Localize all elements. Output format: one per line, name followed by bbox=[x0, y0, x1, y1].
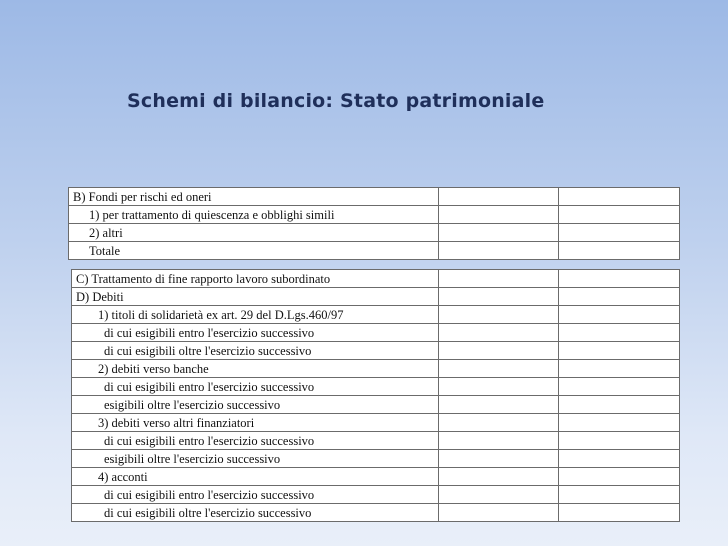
amount-cell-current bbox=[439, 206, 559, 224]
amount-cell-previous bbox=[559, 206, 680, 224]
table-row bbox=[72, 468, 680, 486]
table-row bbox=[72, 342, 680, 360]
amount-cell-previous bbox=[559, 378, 680, 396]
row-label: B) Fondi per rischi ed oneri bbox=[69, 188, 439, 206]
table-row bbox=[72, 450, 680, 468]
amount-cell-current bbox=[439, 324, 559, 342]
row-label: 1) titoli di solidarietà ex art. 29 del D.Lgs.460/97 bbox=[72, 306, 439, 324]
row-label: 1) per trattamento di quiescenza e obblighi simili bbox=[69, 206, 439, 224]
table-row bbox=[72, 288, 680, 306]
amount-cell-previous bbox=[559, 396, 680, 414]
amount-cell-current bbox=[439, 504, 559, 522]
amount-cell-previous bbox=[559, 288, 680, 306]
amount-cell-previous bbox=[559, 306, 680, 324]
amount-cell-current bbox=[439, 486, 559, 504]
amount-cell-previous bbox=[559, 468, 680, 486]
row-label: C) Trattamento di fine rapporto lavoro subordinato bbox=[72, 270, 439, 288]
balance-table-fondi bbox=[68, 187, 680, 260]
table-row bbox=[72, 414, 680, 432]
amount-cell-previous bbox=[559, 504, 680, 522]
table-row bbox=[72, 396, 680, 414]
balance-table-debiti bbox=[71, 269, 680, 522]
row-label: di cui esigibili entro l'esercizio successivo bbox=[72, 486, 439, 504]
row-label: di cui esigibili entro l'esercizio successivo bbox=[72, 432, 439, 450]
amount-cell-current bbox=[439, 242, 559, 260]
amount-cell-previous bbox=[559, 270, 680, 288]
table-row bbox=[72, 432, 680, 450]
amount-cell-current bbox=[439, 224, 559, 242]
amount-cell-current bbox=[439, 342, 559, 360]
row-label: esigibili oltre l'esercizio successivo bbox=[72, 450, 439, 468]
row-label: 4) acconti bbox=[72, 468, 439, 486]
table-row bbox=[72, 486, 680, 504]
table-row bbox=[72, 306, 680, 324]
row-label: 3) debiti verso altri finanziatori bbox=[72, 414, 439, 432]
table-row bbox=[69, 206, 680, 224]
amount-cell-previous bbox=[559, 360, 680, 378]
table-row bbox=[72, 324, 680, 342]
amount-cell-current bbox=[439, 270, 559, 288]
amount-cell-previous bbox=[559, 432, 680, 450]
row-label: Totale bbox=[69, 242, 439, 260]
row-label: 2) altri bbox=[69, 224, 439, 242]
row-label: di cui esigibili oltre l'esercizio successivo bbox=[72, 504, 439, 522]
amount-cell-current bbox=[439, 306, 559, 324]
amount-cell-current bbox=[439, 450, 559, 468]
amount-cell-previous bbox=[559, 414, 680, 432]
table-row bbox=[69, 188, 680, 206]
amount-cell-current bbox=[439, 432, 559, 450]
amount-cell-previous bbox=[559, 188, 680, 206]
amount-cell-current bbox=[439, 396, 559, 414]
amount-cell-previous bbox=[559, 450, 680, 468]
amount-cell-current bbox=[439, 360, 559, 378]
table-row bbox=[72, 504, 680, 522]
row-label: di cui esigibili entro l'esercizio successivo bbox=[72, 324, 439, 342]
amount-cell-current bbox=[439, 378, 559, 396]
amount-cell-previous bbox=[559, 242, 680, 260]
row-label: 2) debiti verso banche bbox=[72, 360, 439, 378]
amount-cell-current bbox=[439, 414, 559, 432]
amount-cell-current bbox=[439, 468, 559, 486]
row-label: esigibili oltre l'esercizio successivo bbox=[72, 396, 439, 414]
slide-title: Schemi di bilancio: Stato patrimoniale bbox=[127, 90, 545, 112]
table-row bbox=[69, 242, 680, 260]
table-row bbox=[72, 378, 680, 396]
table-row bbox=[72, 270, 680, 288]
amount-cell-current bbox=[439, 188, 559, 206]
amount-cell-previous bbox=[559, 342, 680, 360]
amount-cell-previous bbox=[559, 224, 680, 242]
table-row bbox=[69, 224, 680, 242]
table-row bbox=[72, 360, 680, 378]
row-label: di cui esigibili oltre l'esercizio successivo bbox=[72, 342, 439, 360]
amount-cell-previous bbox=[559, 324, 680, 342]
amount-cell-previous bbox=[559, 486, 680, 504]
amount-cell-current bbox=[439, 288, 559, 306]
row-label: di cui esigibili entro l'esercizio successivo bbox=[72, 378, 439, 396]
row-label: D) Debiti bbox=[72, 288, 439, 306]
